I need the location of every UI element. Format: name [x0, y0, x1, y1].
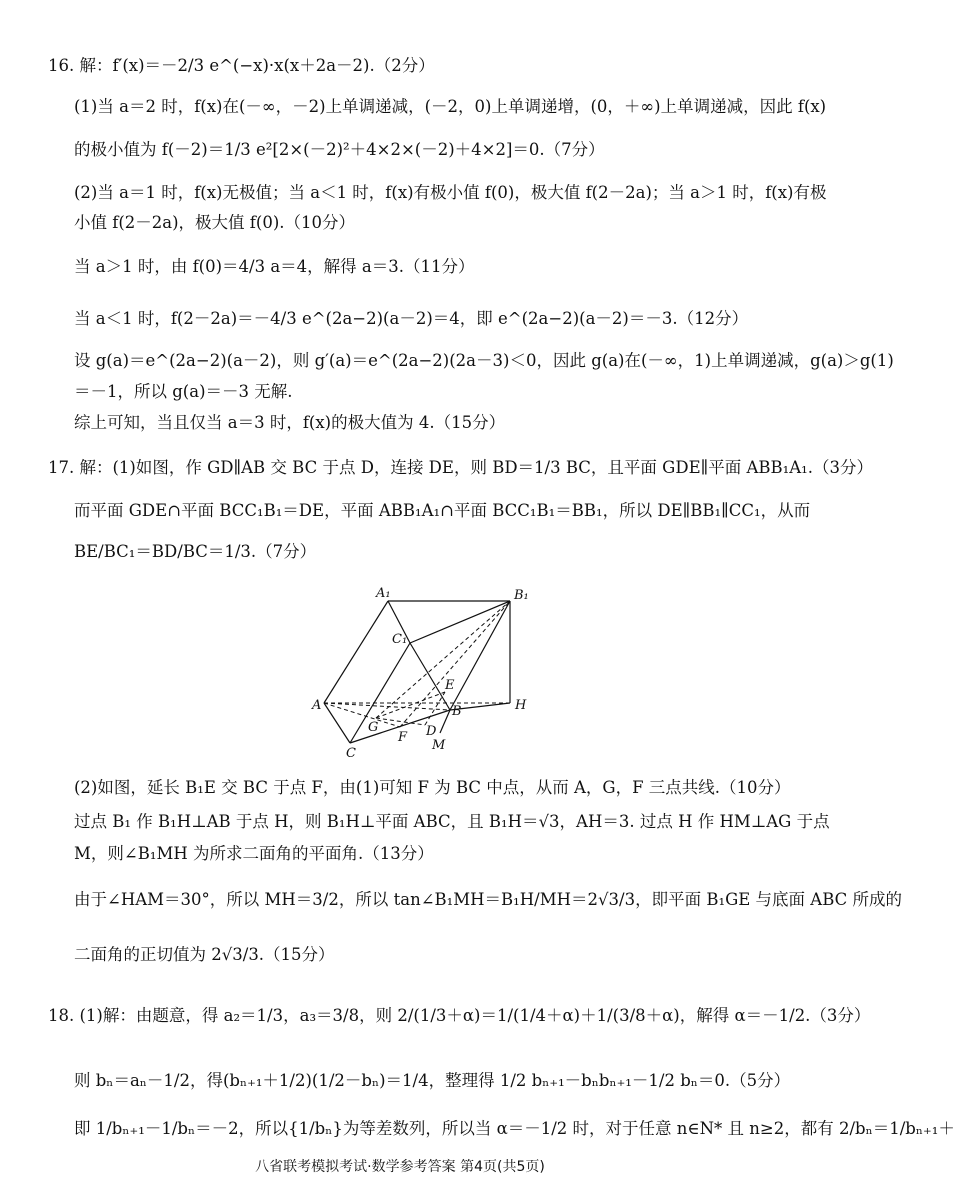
p17-line-8: 二面角的正切值为 2√3/3.（15分） [74, 945, 335, 964]
p17-line-2: 而平面 GDE∩平面 BCC₁B₁＝DE，平面 ABB₁A₁∩平面 BCC₁B₁＝BB₁，所以 DE∥BB₁∥CC₁，从而 [74, 501, 811, 520]
label-a1: A₁ [376, 586, 391, 601]
page-footer: 八省联考模拟考试·数学参考答案 第4页(共5页) [255, 1159, 545, 1175]
p17-line-4: (2)如图，延长 B₁E 交 BC 于点 F，由(1)可知 F 为 BC 中点，从而 A，G，F 三点共线.（10分） [74, 778, 791, 797]
dashed-g-b1 [376, 601, 510, 718]
p16-line-5: 小值 f(2－2a)，极大值 f(0).（10分） [74, 213, 356, 232]
label-e: E [445, 678, 455, 693]
label-m: M [432, 738, 446, 753]
label-f: F [398, 730, 408, 745]
p17-line-5: 过点 B₁ 作 B₁H⊥AB 于点 H，则 B₁H⊥平面 ABC，且 B₁H＝√3，AH＝3. 过点 H 作 HM⊥AG 于点 [74, 812, 830, 831]
edge-b-m [440, 710, 450, 733]
edge-a1-a [324, 601, 388, 703]
p18-line-3: 即 1/bₙ₊₁－1/bₙ＝－2，所以{1/bₙ}为等差数列，所以当 α＝－1/2 时，对于任意 n∈N* 且 n≥2，都有 2/bₙ＝1/bₙ₊₁＋ [74, 1119, 955, 1138]
label-c: C [346, 746, 356, 761]
p17-line-7: 由于∠HAM＝30°，所以 MH＝3/2，所以 tan∠B₁MH＝B₁H/MH＝2√3/3，即平面 B₁GE 与底面 ABC 所成的 [74, 890, 902, 909]
p16-line-4: (2)当 a＝1 时，f(x)无极值；当 a＜1 时，f(x)有极小值 f(0)，极大值 f(2－2a)；当 a＞1 时，f(x)有极 [74, 183, 827, 202]
p18-line-2: 则 bₙ＝aₙ－1/2，得(bₙ₊₁＋1/2)(1/2－bₙ)＝1/4，整理得 1/2 bₙ₊₁－bₙbₙ₊₁－1/2 bₙ＝0.（5分） [74, 1071, 791, 1090]
edge-b1-b [450, 601, 510, 710]
edge-a-c [324, 703, 350, 743]
p16-line-2: (1)当 a＝2 时，f(x)在(－∞，－2)上单调递减，(－2，0)上单调递增，(0，＋∞)上单调递减，因此 f(x) [74, 97, 827, 116]
dashed-g-d [376, 718, 425, 725]
p16-line-6: 当 a＞1 时，由 f(0)＝4/3 a＝4，解得 a＝3.（11分） [74, 257, 475, 276]
prism-figure [310, 585, 540, 765]
label-b1: B₁ [514, 588, 529, 603]
label-c1: C₁ [392, 632, 408, 647]
p16-line-10: 综上可知，当且仅当 a＝3 时，f(x)的极大值为 4.（15分） [74, 413, 506, 432]
dashed-g-e [376, 692, 445, 718]
p17-line-6: M，则∠B₁MH 为所求二面角的平面角.（13分） [74, 844, 434, 863]
p16-line-9: ＝－1，所以 g(a)＝－3 无解. [74, 382, 293, 401]
label-a: A [312, 698, 322, 713]
p16-line-8: 设 g(a)＝e^(2a−2)(a－2)，则 g′(a)＝e^(2a−2)(2a－3)＜0，因此 g(a)在(－∞，1)上单调递减，g(a)＞g(1) [74, 351, 894, 370]
label-b: B [452, 704, 462, 719]
p17-line-1: 17. 解：(1)如图，作 GD∥AB 交 BC 于点 D，连接 DE，则 BD＝1/3 BC，且平面 GDE∥平面 ABB₁A₁.（3分） [48, 458, 874, 477]
label-d: D [426, 724, 437, 739]
p16-line-7: 当 a＜1 时，f(2－2a)＝－4/3 e^(2a−2)(a－2)＝4，即 e^(2a−2)(a－2)＝－3.（12分） [74, 309, 749, 328]
p18-line-1: 18. (1)解：由题意，得 a₂＝1/3，a₃＝3/8，则 2/(1/3＋α)＝1/(1/4＋α)＋1/(3/8＋α)，解得 α＝－1/2.（3分） [48, 1006, 871, 1025]
p16-line-3: 的极小值为 f(－2)＝1/3 e²[2×(－2)²＋4×2×(－2)＋4×2]＝0.（7分） [74, 140, 605, 159]
label-h: H [515, 698, 527, 713]
label-g: G [368, 720, 379, 735]
edge-c1-b1 [410, 601, 510, 643]
edge-c-c1 [350, 643, 410, 743]
p17-line-3: BE/BC₁＝BD/BC＝1/3.（7分） [74, 542, 317, 561]
p16-line-1: 16. 解：f′(x)＝－2/3 e^(−x)·x(x＋2a－2).（2分） [48, 56, 435, 75]
